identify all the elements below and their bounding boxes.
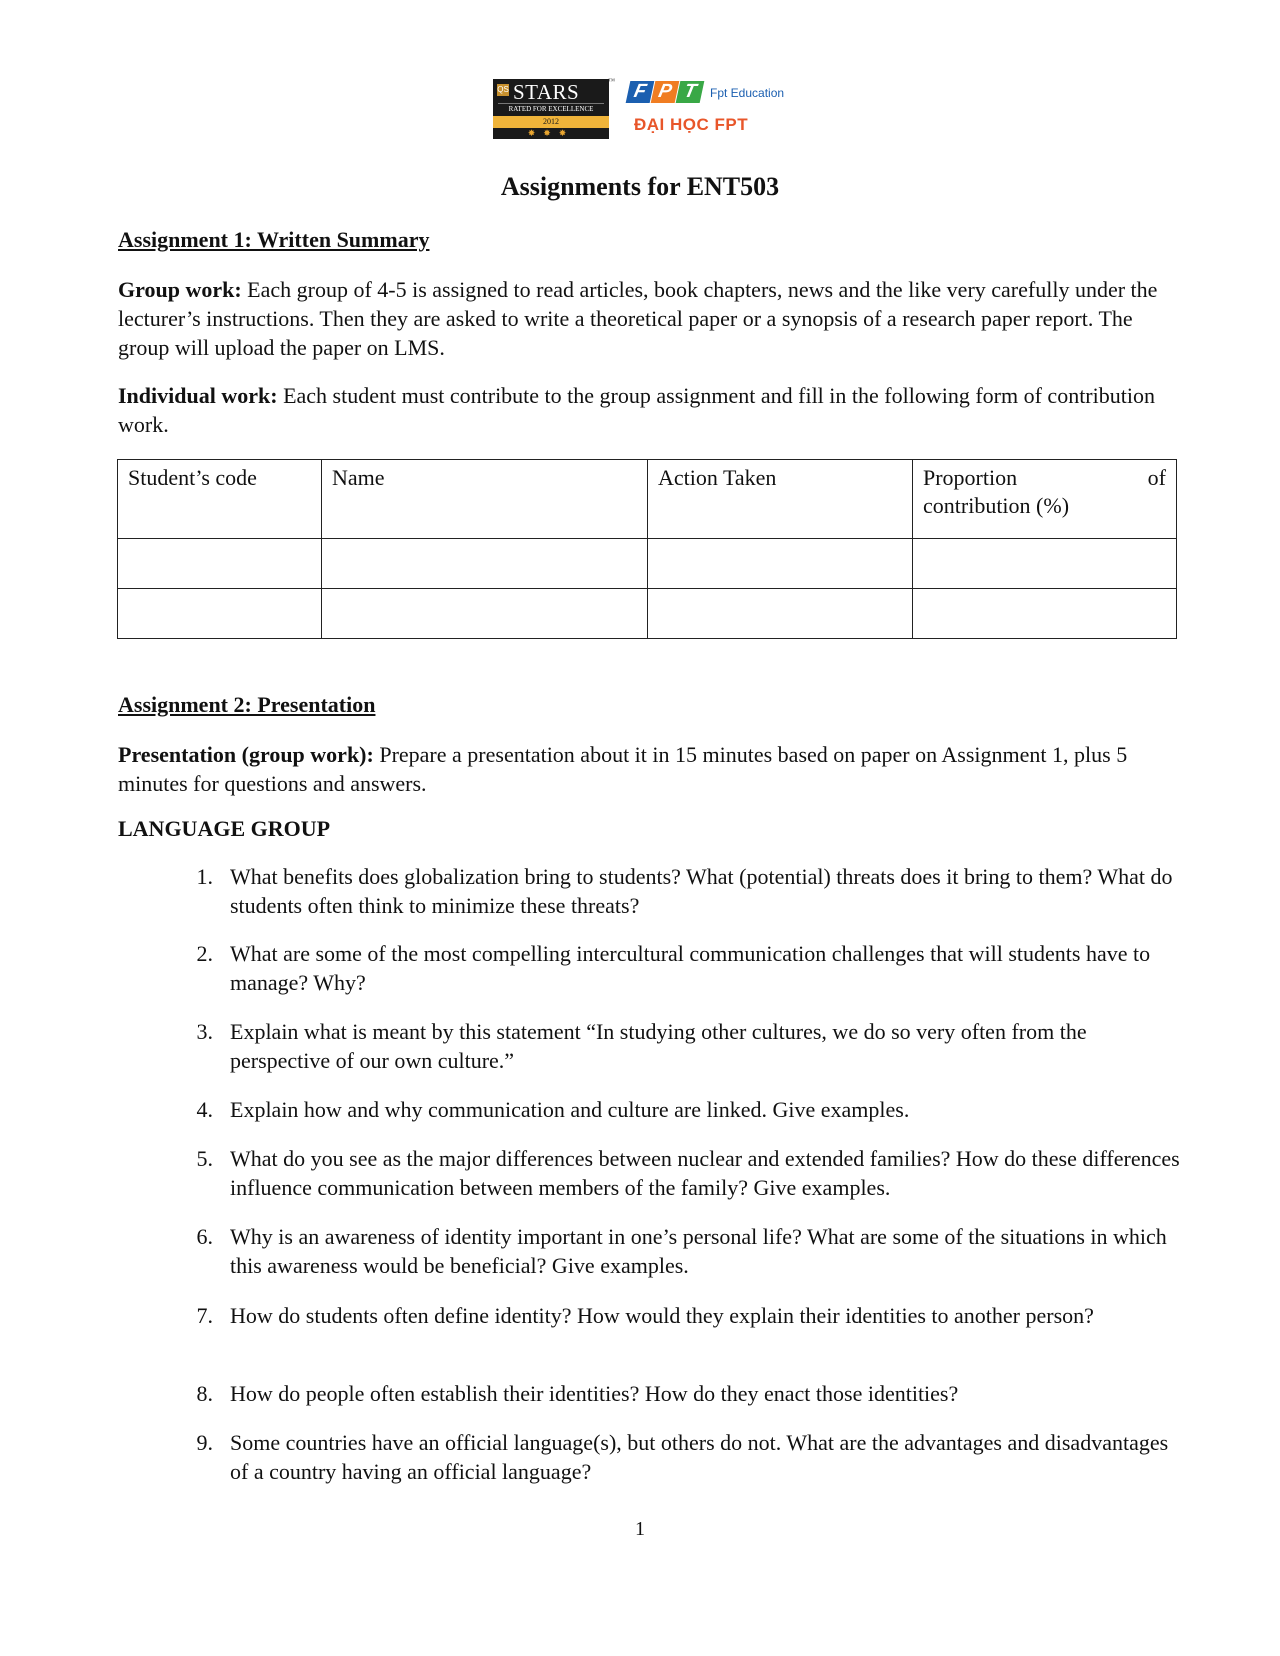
contribution-table — [117, 459, 1177, 639]
header-proportion: Proportion of contribution (%) — [913, 460, 1177, 539]
table-row — [118, 589, 1177, 639]
table-cell[interactable] — [648, 589, 913, 639]
header-action-taken: Action Taken — [648, 460, 913, 539]
page-number: 1 — [635, 1518, 645, 1540]
presentation-label: Presentation (group work): — [118, 742, 374, 767]
table-row — [118, 539, 1177, 589]
table-cell[interactable] — [322, 539, 648, 589]
table-cell[interactable] — [648, 539, 913, 589]
document-page: QS STARS ™ RATED FOR EXCELLENCE 2012 ✸✸✸ F P T Fpt Education ĐẠI HỌC FPT Assignments for ENT503 Assignment 1: Written Summary Group work: Each group of 4-5 is assigned to read articles, book chapters, news and the like very carefully under the lecturer’s instructions. Then they are asked to write a theoretical paper or a synopsis of a research paper report. The group will upload the paper on LMS. Individual work: Each student must contribute to the group assignment and fill in the following form of contribution work. Student’s code Name Action Taken Proportion of contribution (%) Assignment 2: Presentation Presentation (group work): Prepare a presentation about it in 15 minutes based on paper on Assignment 1, plus 5 minutes for questions and answers. LANGUAGE GROUP 1. What benefits does globalization bring to students? What (potential) threats does it bring to them? What do students often think to minimize these threats? 2. What are some of the most compelling intercultural communication challenges that will students have to manage? Why? 3. Explain what is meant by this statement “In studying other cultures, we do so very often from the perspective of our own culture.” 4. Explain how and why communication and culture are linked. Give examples. 5. What do you see as the major differences between nuclear and extended families? How do these differences influence communication between members of the family? Give examples. 6. Why is an awareness of identity important in one’s personal life? What are some of the situations in which this awareness would be beneficial? Give examples. 7. How do students often define identity? How would they explain their identities to another person? 8. How do people often establish their identities? How do they enact those identities? 9. Some countries have an official language(s), but others do not. What are the advantages and disadvantages of a country having an official language? 1 — [0, 0, 1280, 1656]
table-cell[interactable] — [118, 589, 322, 639]
presentation-text: Prepare a presentation about it in 15 minutes based on paper on Assignment 1, plus 5 minutes for questions and answers. — [118, 742, 1128, 796]
group-work-label: Group work: — [118, 277, 242, 302]
table-cell[interactable] — [118, 539, 322, 589]
table-cell[interactable] — [913, 539, 1177, 589]
assignment1-heading: Assignment 1: Written Summary — [118, 227, 430, 252]
presentation-paragraph — [118, 740, 1180, 798]
fpt-education-logo: F P T Fpt Education ĐẠI HỌC FPT — [628, 79, 788, 143]
individual-work-label: Individual work: — [118, 383, 278, 408]
header-students-code: Student’s code — [118, 460, 322, 539]
header-logos — [493, 79, 793, 143]
language-group-heading: LANGUAGE GROUP — [118, 816, 331, 841]
group-work-text: Each group of 4-5 is assigned to read articles, book chapters, news and the like very carefully under the lecturer’s instructions. Then they are asked to write a theoretical paper or a synopsis of a research paper report. The group will upload the paper on LMS. — [118, 277, 1158, 360]
qs-stars-logo: QS STARS ™ RATED FOR EXCELLENCE 2012 ✸✸✸ — [493, 79, 609, 139]
header-name: Name — [322, 460, 648, 539]
individual-work-text: Each student must contribute to the group assignment and fill in the following form of contribution work. — [118, 383, 1155, 437]
group-work-paragraph — [118, 275, 1180, 362]
assignment2-heading: Assignment 2: Presentation — [118, 692, 376, 717]
document-title: Assignments for ENT503 — [500, 172, 780, 201]
table-cell[interactable] — [322, 589, 648, 639]
table-header-row — [118, 460, 1177, 539]
table-cell[interactable] — [913, 589, 1177, 639]
individual-work-paragraph — [118, 381, 1180, 439]
